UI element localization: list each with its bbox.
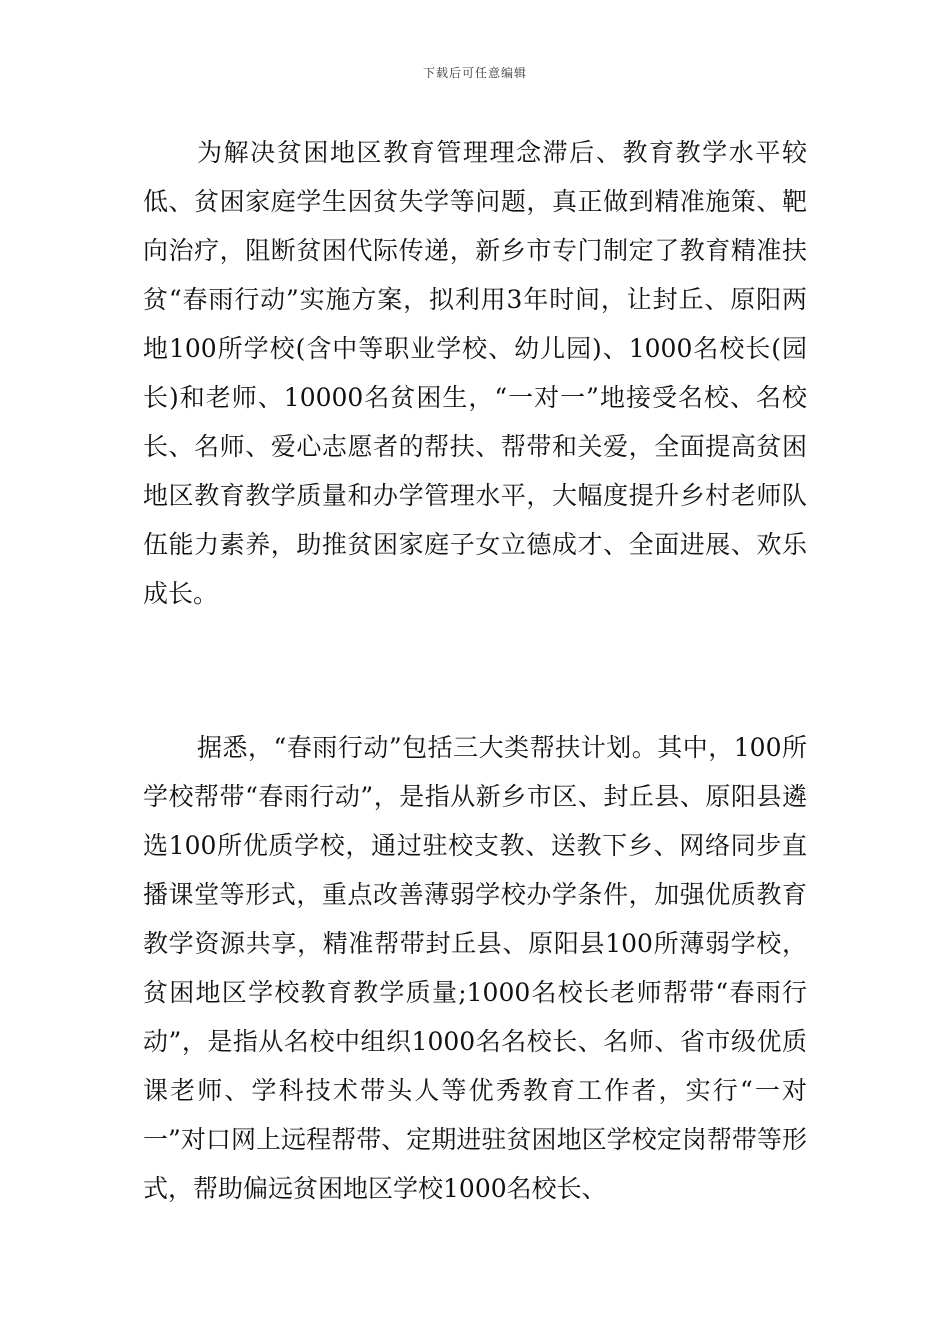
body-paragraph-2: 据悉，“春雨行动”包括三大类帮扶计划。其中，100所学校帮带“春雨行动”，是指从新乡市区、封丘县、原阳县遴选100所优质学校，通过驻校支教、送教下乡、网络同步直播课堂等形式，重点改善薄弱学校办学条件，加强优质教育教学资源共享，精准帮带封丘县、原阳县100所薄弱学校，贫困地区学校教育教学质量;1000名校长老师帮带“春雨行动”，是指从名校中组织1000名名校长、名师、省市级优质课老师、学科技术带头人等优秀教育工作者，实行“一对一”对口网上远程帮带、定期进驻贫困地区学校定岗帮带等形式，帮助偏远贫困地区学校1000名校长、 bbox=[143, 733, 807, 1203]
body-paragraph-1: 为解决贫困地区教育管理理念滞后、教育教学水平较低、贫困家庭学生因贫失学等问题，真正做到精准施策、靶向治疗，阻断贫困代际传递，新乡市专门制定了教育精准扶贫“春雨行动”实施方案，拟利用3年时间，让封丘、原阳两地100所学校(含中等职业学校、幼儿园)、1000名校长(园长)和老师、10000名贫困生，“一对一”地接受名校、名校长、名师、爱心志愿者的帮扶、帮带和关爱，全面提高贫困地区教育教学质量和办学管理水平，大幅度提升乡村老师队伍能力素养，助推贫困家庭子女立德成才、全面进展、欢乐成长。 bbox=[143, 138, 807, 608]
page-header: 下载后可任意编辑 bbox=[422, 66, 527, 80]
